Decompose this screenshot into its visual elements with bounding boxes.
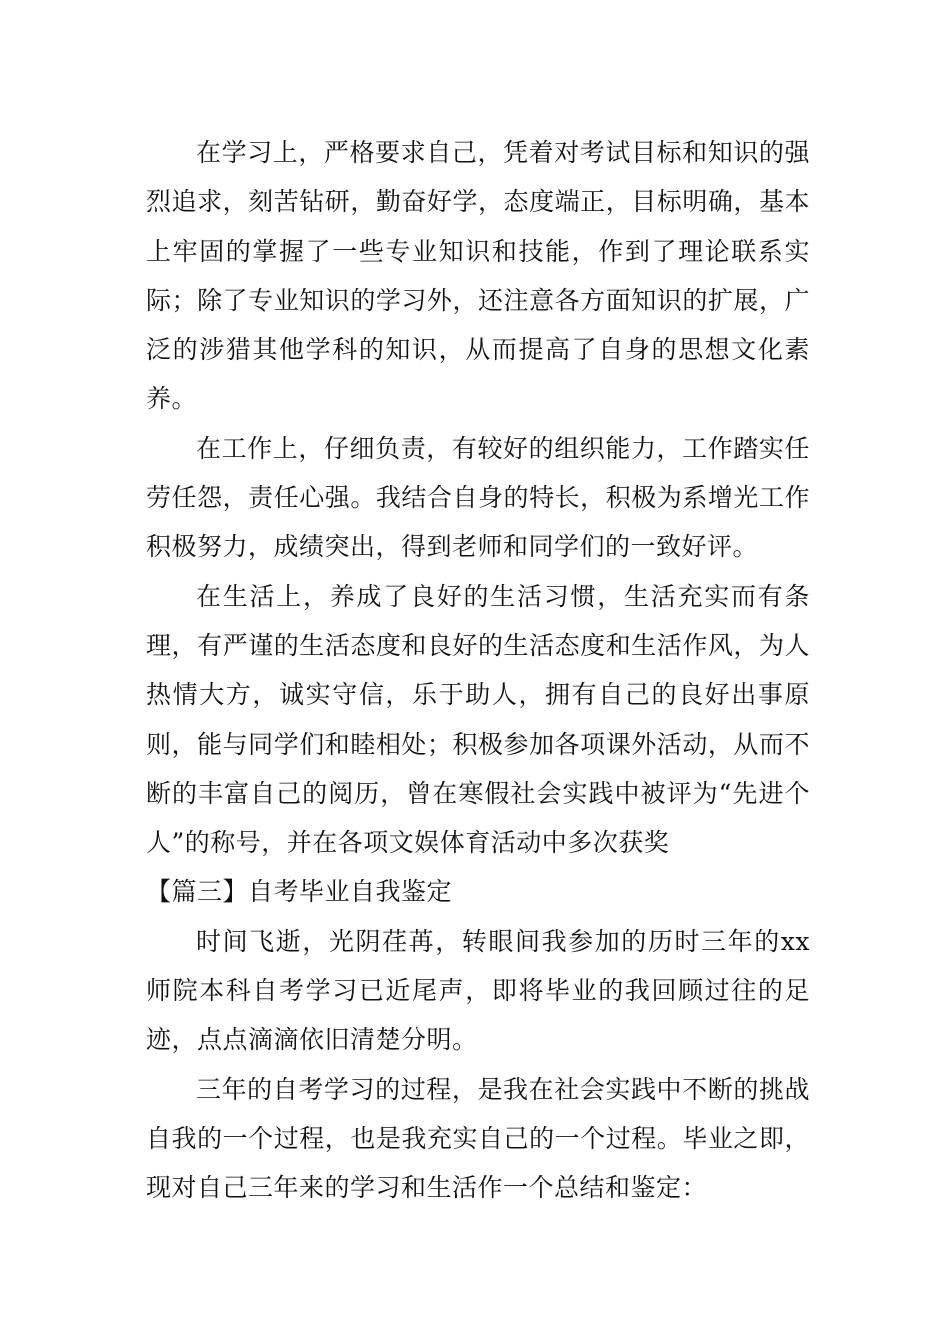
document-body — [146, 128, 810, 1213]
paragraph-process: 三年的自考学习的过程，是我在社会实践中不断的挑战自我的一个过程，也是我充实自己的一个过程。毕业之即，现对自己三年来的学习和生活作一个总结和鉴定： — [146, 1074, 810, 1203]
paragraph-work: 在工作上，仔细负责，有较好的组织能力，工作踏实任劳任怨，责任心强。我结合自身的特长，积极为系增光工作积极努力，成绩突出，得到老师和同学们的一致好评。 — [146, 433, 810, 562]
paragraph-time: 时间飞逝，光阴荏苒，转眼间我参加的历时三年的xx师院本科自考学习已近尾声，即将毕业的我回顾过往的足迹，点点滴滴依旧清楚分明。 — [146, 926, 810, 1055]
section-heading: 【篇三】自考毕业自我鉴定 — [146, 877, 453, 907]
paragraph-study: 在学习上，严格要求自己，凭着对考试目标和知识的强烈追求，刻苦钻研，勤奋好学，态度端正，目标明确，基本上牢固的掌握了一些专业知识和技能，作到了理论联系实际；除了专业知识的学习外，还注意各方面知识的扩展，广泛的涉猎其他学科的知识，从而提高了自身的思想文化素养。 — [146, 138, 810, 414]
paragraph-life: 在生活上，养成了良好的生活习惯，生活充实而有条理，有严谨的生活态度和良好的生活态度和生活作风，为人热情大方，诚实守信，乐于助人，拥有自己的良好出事原则，能与同学们和睦相处；积极参加各项课外活动，从而不断的丰富自己的阅历，曾在寒假社会实践中被评为“先进个人”的称号，并在各项文娱体育活动中多次获奖 — [146, 581, 810, 858]
